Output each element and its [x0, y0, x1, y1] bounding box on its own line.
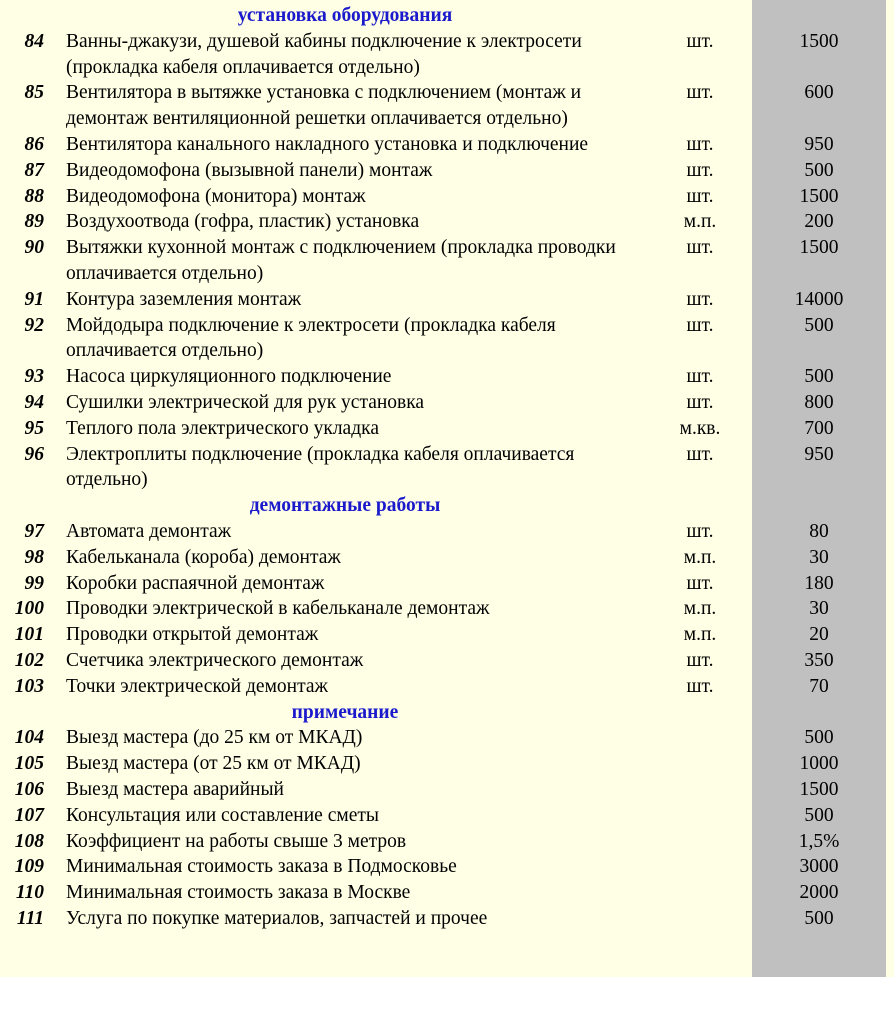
item-number: 84 — [24, 30, 44, 52]
section-title: примечание — [291, 701, 399, 723]
item-unit: шт. — [686, 237, 714, 259]
item-number: 93 — [24, 366, 44, 388]
item-number: 102 — [14, 649, 44, 671]
item-number: 87 — [24, 159, 44, 181]
item-description: Сушилки электрической для рук установка — [66, 391, 425, 413]
item-unit: м.п. — [683, 624, 717, 646]
item-number: 111 — [16, 907, 44, 929]
item-description: Коробки распаячной демонтаж — [66, 572, 325, 594]
item-price: 200 — [804, 211, 834, 233]
item-number: 110 — [15, 882, 44, 904]
item-unit: шт. — [686, 391, 714, 413]
item-price: 80 — [809, 520, 829, 542]
item-price: 800 — [804, 391, 834, 413]
item-number: 104 — [14, 727, 44, 749]
item-number: 89 — [24, 211, 44, 233]
item-number: 94 — [24, 391, 44, 413]
item-number: 100 — [14, 598, 44, 620]
table-row — [0, 158, 894, 184]
table-row — [0, 209, 894, 235]
item-number: 97 — [24, 520, 44, 542]
item-price: 500 — [804, 159, 834, 181]
item-price: 500 — [804, 907, 834, 929]
table-row — [0, 313, 894, 365]
item-price: 1500 — [799, 185, 839, 207]
section-title: демонтажные работы — [249, 495, 441, 517]
item-price: 1500 — [799, 30, 839, 52]
item-unit: шт. — [686, 314, 714, 336]
table-row — [0, 906, 894, 932]
table-row — [0, 364, 894, 390]
item-unit: шт. — [686, 366, 714, 388]
item-price: 600 — [804, 82, 834, 104]
item-description: Видеодомофона (монитора) монтаж — [66, 185, 366, 207]
item-description: Выезд мастера (от 25 км от МКАД) — [66, 753, 361, 775]
item-description: Контура заземления монтаж — [66, 288, 302, 310]
item-unit: шт. — [686, 675, 714, 697]
item-description: Счетчика электрического демонтаж — [66, 649, 364, 671]
item-price: 30 — [809, 598, 829, 620]
item-description: Вентилятора в вытяжке установка с подключением (монтаж и демонтаж вентиляционной решетки оплачивается отдельно) — [66, 82, 582, 130]
table-row — [0, 622, 894, 648]
table-row — [0, 545, 894, 571]
item-description: Выезд мастера аварийный — [66, 778, 284, 800]
table-row — [0, 751, 894, 777]
item-price: 70 — [809, 675, 829, 697]
item-unit: шт. — [686, 288, 714, 310]
item-unit: шт. — [686, 133, 714, 155]
section-title: установка оборудования — [237, 5, 453, 26]
item-unit: шт. — [686, 572, 714, 594]
item-number: 92 — [24, 314, 44, 336]
item-number: 108 — [14, 830, 44, 852]
item-description: Консультация или составление сметы — [66, 804, 379, 826]
item-price: 20 — [809, 624, 829, 646]
item-number: 96 — [24, 443, 44, 465]
item-number: 90 — [24, 237, 44, 259]
section-header — [0, 700, 894, 726]
table-row — [0, 596, 894, 622]
item-price: 500 — [804, 366, 834, 388]
item-price: 2000 — [799, 882, 839, 904]
item-number: 103 — [14, 675, 44, 697]
item-price: 14000 — [794, 288, 844, 310]
item-description: Коэффициент на работы свыше 3 метров — [66, 830, 407, 852]
item-unit: м.п. — [683, 598, 717, 620]
item-unit: шт. — [686, 82, 714, 104]
item-description: Вентилятора канального накладного установка и подключение — [66, 133, 589, 155]
item-unit: шт. — [686, 649, 714, 671]
item-number: 91 — [24, 288, 44, 310]
item-unit: м.п. — [683, 211, 717, 233]
item-unit: шт. — [686, 443, 714, 465]
item-number: 85 — [24, 82, 44, 104]
item-description: Выезд мастера (до 25 км от МКАД) — [66, 727, 363, 749]
item-number: 88 — [24, 185, 44, 207]
table-row — [0, 648, 894, 674]
item-price: 500 — [804, 804, 834, 826]
table-row — [0, 390, 894, 416]
item-description: Минимальная стоимость заказа в Москве — [66, 882, 411, 904]
item-description: Проводки электрической в кабельканале демонтаж — [66, 598, 490, 620]
table-row — [0, 571, 894, 597]
item-unit: шт. — [686, 520, 714, 542]
item-number: 99 — [24, 572, 44, 594]
item-price: 1,5% — [798, 830, 840, 852]
item-number: 106 — [14, 778, 44, 800]
table-row — [0, 519, 894, 545]
section-header — [0, 493, 894, 519]
item-price: 1500 — [799, 237, 839, 259]
table-row — [0, 287, 894, 313]
item-description: Кабельканала (короба) демонтаж — [66, 546, 341, 568]
item-price: 500 — [804, 314, 834, 336]
table-row — [0, 880, 894, 906]
item-number: 98 — [24, 546, 44, 568]
item-description: Теплого пола электрического укладка — [66, 417, 379, 439]
item-description: Автомата демонтаж — [66, 520, 232, 542]
item-number: 105 — [14, 753, 44, 775]
table-row — [0, 80, 894, 132]
table-row — [0, 132, 894, 158]
item-description: Мойдодыра подключение к электросети (прокладка кабеля оплачивается отдельно) — [66, 314, 556, 362]
item-price: 180 — [804, 572, 834, 594]
table-row — [0, 29, 894, 81]
item-description: Насоса циркуляционного подключение — [66, 366, 392, 388]
table-row — [0, 235, 894, 287]
item-description: Вытяжки кухонной монтаж с подключением (прокладка проводки оплачивается отдельно) — [66, 237, 616, 284]
item-price: 1500 — [799, 778, 839, 800]
table-row — [0, 829, 894, 855]
price-list-rows — [0, 3, 894, 932]
table-row — [0, 442, 894, 494]
item-number: 95 — [24, 417, 44, 439]
table-row — [0, 803, 894, 829]
item-description: Точки электрической демонтаж — [66, 675, 328, 697]
item-price: 500 — [804, 727, 834, 749]
item-price: 700 — [804, 417, 834, 439]
item-description: Услуга по покупке материалов, запчастей и прочее — [66, 907, 488, 929]
item-unit: шт. — [686, 159, 714, 181]
item-price: 3000 — [799, 856, 839, 878]
item-unit: шт. — [686, 185, 714, 207]
table-row — [0, 854, 894, 880]
item-unit: м.п. — [683, 546, 717, 568]
item-number: 109 — [14, 856, 44, 878]
item-number: 107 — [14, 804, 44, 826]
table-row — [0, 416, 894, 442]
item-unit: шт. — [686, 30, 714, 52]
table-row — [0, 725, 894, 751]
item-description: Ванны-джакузи, душевой кабины подключение к электросети (прокладка кабеля оплачивается отдельно) — [66, 30, 582, 78]
item-number: 86 — [24, 133, 44, 155]
item-price: 950 — [804, 133, 834, 155]
item-description: Видеодомофона (вызывной панели) монтаж — [66, 159, 433, 181]
table-row — [0, 674, 894, 700]
item-description: Проводки открытой демонтаж — [66, 624, 319, 646]
item-price: 950 — [804, 443, 834, 465]
item-description: Минимальная стоимость заказа в Подмосковье — [66, 856, 457, 878]
section-header — [0, 3, 894, 29]
item-description: Воздухоотвода (гофра, пластик) установка — [66, 211, 420, 233]
item-description: Электроплиты подключение (прокладка кабеля оплачивается отдельно) — [66, 443, 575, 491]
item-price: 1000 — [799, 753, 839, 775]
item-price: 350 — [804, 649, 834, 671]
item-number: 101 — [14, 624, 44, 646]
table-row — [0, 777, 894, 803]
item-price: 30 — [809, 546, 829, 568]
item-unit: м.кв. — [679, 417, 721, 439]
table-row — [0, 184, 894, 210]
